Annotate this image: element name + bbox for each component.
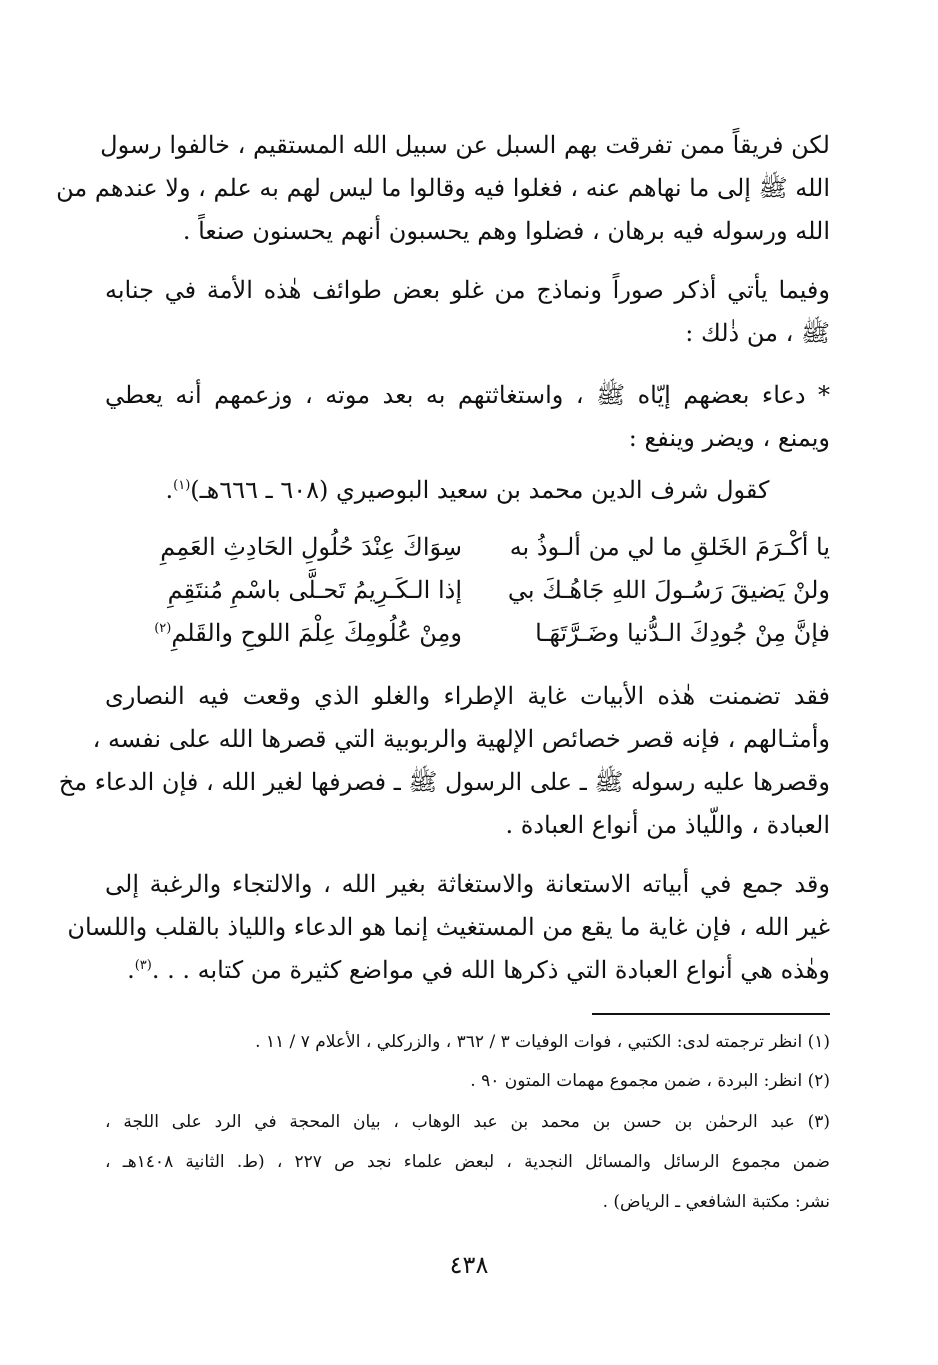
- page-number: ٤٣٨: [449, 1251, 489, 1279]
- verse-3-first-hemistich: فإنَّ مِنْ جُودِكَ الـدُّنيا وضَـرَّتَهَـا: [535, 619, 830, 647]
- paragraph-3-line-1: * دعاء بعضهم إيّاه ﷺ ، واستغاثتهم به بعد موته ، وزعمهم أنه يعطي: [105, 381, 830, 409]
- paragraph-1-line-1: لكن فريقاً ممن تفرقت بهم السبل عن سبيل الله المستقيم ، خالفوا رسول: [100, 131, 830, 159]
- footnote-3-line-2: ضمن مجموع الرسائل والمسائل النجدية ، لبعض علماء نجد ص ٢٢٧ ، (ط. الثانية ١٤٠٨هـ ،: [105, 1152, 830, 1172]
- paragraph-1-line-2: الله ﷺ إلى ما نهاهم عنه ، فغلوا فيه وقالوا ما ليس لهم به علم ، ولا عندهم من: [56, 174, 830, 202]
- paragraph-4-line-4: العبادة ، واللّياذ من أنواع العبادة .: [505, 811, 830, 839]
- paragraph-5-line-1: وقد جمع في أبياته الاستعانة والاستغاثة بغير الله ، والالتجاء والرغبة إلى: [105, 870, 830, 898]
- paragraph-2-line-1: وفيما يأتي أذكر صوراً ونماذج من غلو بعض طوائف هٰذه الأمة في جنابه: [105, 276, 830, 304]
- footnote-3-line-1: (٣) عبد الرحمٰن بن حسن بن محمد بن عبد الوهاب ، بيان المحجة في الرد على اللجة ،: [105, 1112, 830, 1132]
- poem-intro-text: كقول شرف الدين محمد بن سعيد البوصيري (٦٠٨ ـ ٦٦٦هـ): [190, 476, 770, 504]
- verse-2-second-hemistich: إذا الـكَـرِيمُ تَحـلَّى باسْمِ مُنتَقِمِ: [167, 576, 462, 604]
- verse-1-second-hemistich: سِوَاكَ عِنْدَ حُلُولِ الحَادِثِ العَمِمِ: [160, 533, 462, 561]
- paragraph-1-line-3: الله ورسوله فيه برهان ، فضلوا وهم يحسبون أنهم يحسنون صنعاً .: [182, 217, 830, 245]
- footnote-ref-2: (٢): [154, 621, 172, 636]
- paragraph-2-line-2: ﷺ ، من ذٰلك :: [685, 319, 830, 347]
- footnote-ref-1: (١): [173, 478, 191, 493]
- verse-2-first-hemistich: ولنْ يَضيقَ رَسُـولَ اللهِ جَاهُـكَ بي: [507, 576, 830, 604]
- footnote-separator: [592, 1013, 830, 1015]
- poem-intro-line: [105, 470, 830, 510]
- paragraph-4-line-1: فقد تضمنت هٰذه الأبيات غاية الإطراء والغلو الذي وقعت فيه النصارى: [105, 682, 830, 710]
- paragraph-5-line-2: غير الله ، فإن غاية ما يقع من المستغيث إنما هو الدعاء واللياذ بالقلب واللسان: [67, 913, 830, 941]
- footnote-1: (١) انظر ترجمته لدى: الكتبي ، فوات الوفيات ٣ / ٣٦٢ ، والزركلي ، الأعلام ٧ / ١١ .: [255, 1032, 830, 1052]
- paragraph-5-end: .: [127, 956, 135, 984]
- verse-1-first-hemistich: يا أكْـرَمَ الخَلقِ ما لي من ألـوذُ به: [509, 533, 830, 561]
- poem-intro-end: .: [165, 476, 174, 504]
- paragraph-5-line-3: [105, 950, 830, 990]
- footnote-2: (٢) انظر: البردة ، ضمن مجموع مهمات المتون ٩٠ .: [470, 1071, 830, 1091]
- paragraph-4-line-3: وقصرها عليه رسوله ﷺ ـ على الرسول ﷺ ـ فصرفها لغير الله ، فإن الدعاء مخ: [58, 768, 830, 796]
- verse-3-second-hemistich: [102, 613, 462, 653]
- paragraph-4-line-2: وأمثـالهم ، فإنه قصر خصائص الإلهية والربوبية التي قصرها الله على نفسه ،: [92, 725, 830, 753]
- paragraph-5-line-3-text: وهٰذه هي أنواع العبادة التي ذكرها الله في مواضع كثيرة من كتابه . . .: [151, 956, 830, 984]
- footnote-3-line-3: نشر: مكتبة الشافعي ـ الرياض) .: [602, 1192, 830, 1212]
- footnote-ref-3: (٣): [134, 958, 152, 973]
- verse-3-second-text: ومِنْ عُلُومِكَ عِلْمَ اللوحِ والقَلمِ: [171, 619, 462, 647]
- paragraph-3-line-2: ويمنع ، ويضر وينفع :: [628, 424, 830, 452]
